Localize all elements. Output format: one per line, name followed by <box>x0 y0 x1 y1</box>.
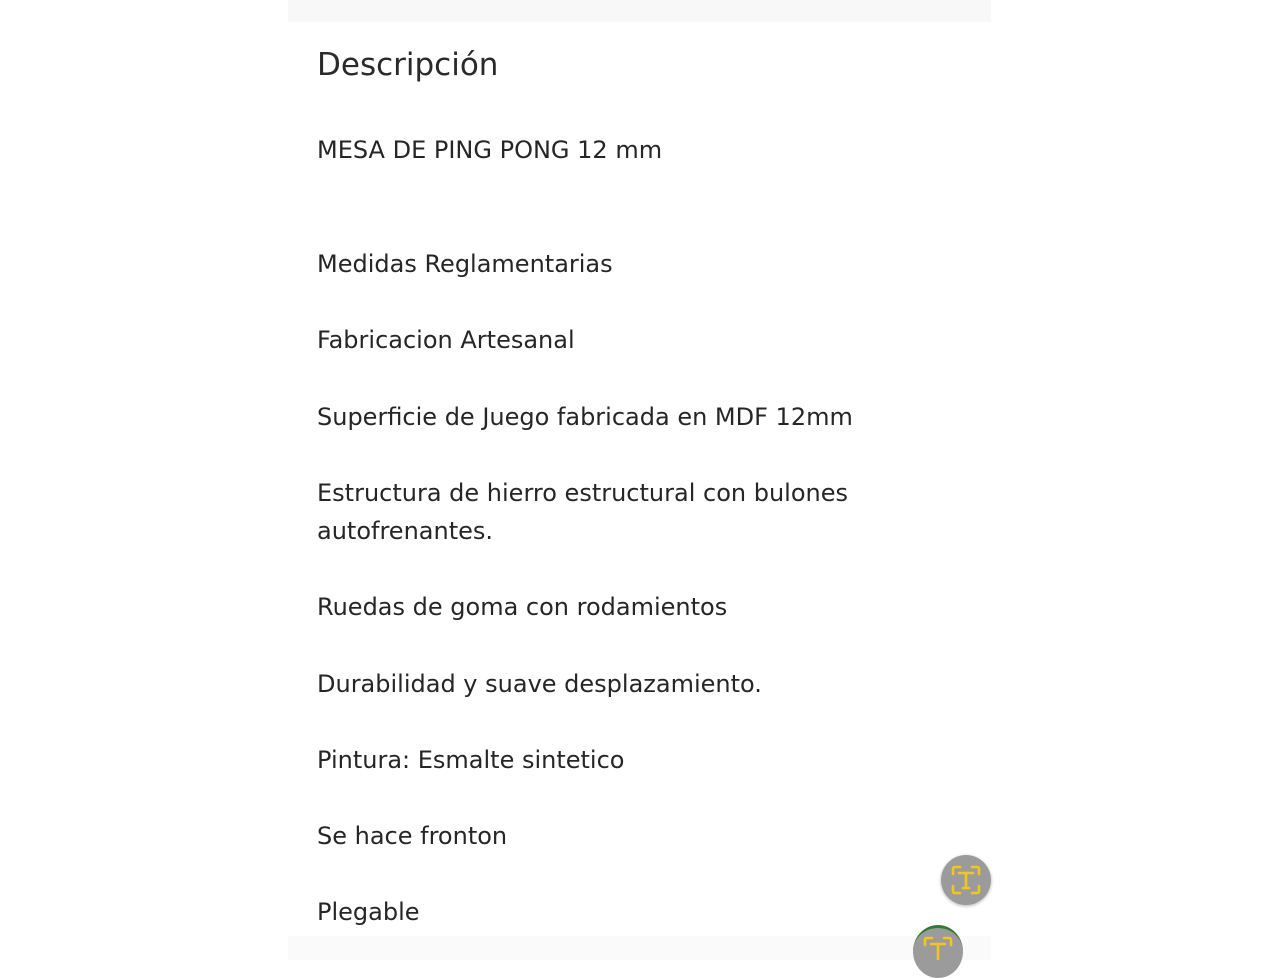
text-scan-icon <box>921 934 955 972</box>
description-line-fronton: Se hace fronton <box>317 822 508 850</box>
text-scan-button-secondary[interactable] <box>913 925 963 978</box>
text-scan-button[interactable] <box>941 855 991 905</box>
bottom-bar <box>288 936 991 960</box>
description-line-structure-cont: autofrenantes. <box>317 517 494 545</box>
description-line-foldable: Plegable <box>317 898 420 926</box>
description-line-structure: Estructura de hierro estructural con bulones <box>317 479 848 507</box>
description-line-fabrication: Fabricacion Artesanal <box>317 326 575 354</box>
description-line-surface: Superficie de Juego fabricada en MDF 12mm <box>317 403 853 431</box>
description-panel <box>288 0 991 960</box>
description-line-durability: Durabilidad y suave desplazamiento. <box>317 670 762 698</box>
description-line-paint: Pintura: Esmalte sintetico <box>317 746 625 774</box>
description-line-product: MESA DE PING PONG 12 mm <box>317 136 663 164</box>
description-line-wheels: Ruedas de goma con rodamientos <box>317 593 728 621</box>
description-title: Descripción <box>317 47 499 83</box>
top-divider <box>288 0 991 22</box>
description-line-measures: Medidas Reglamentarias <box>317 250 613 278</box>
text-scan-icon <box>949 863 983 897</box>
